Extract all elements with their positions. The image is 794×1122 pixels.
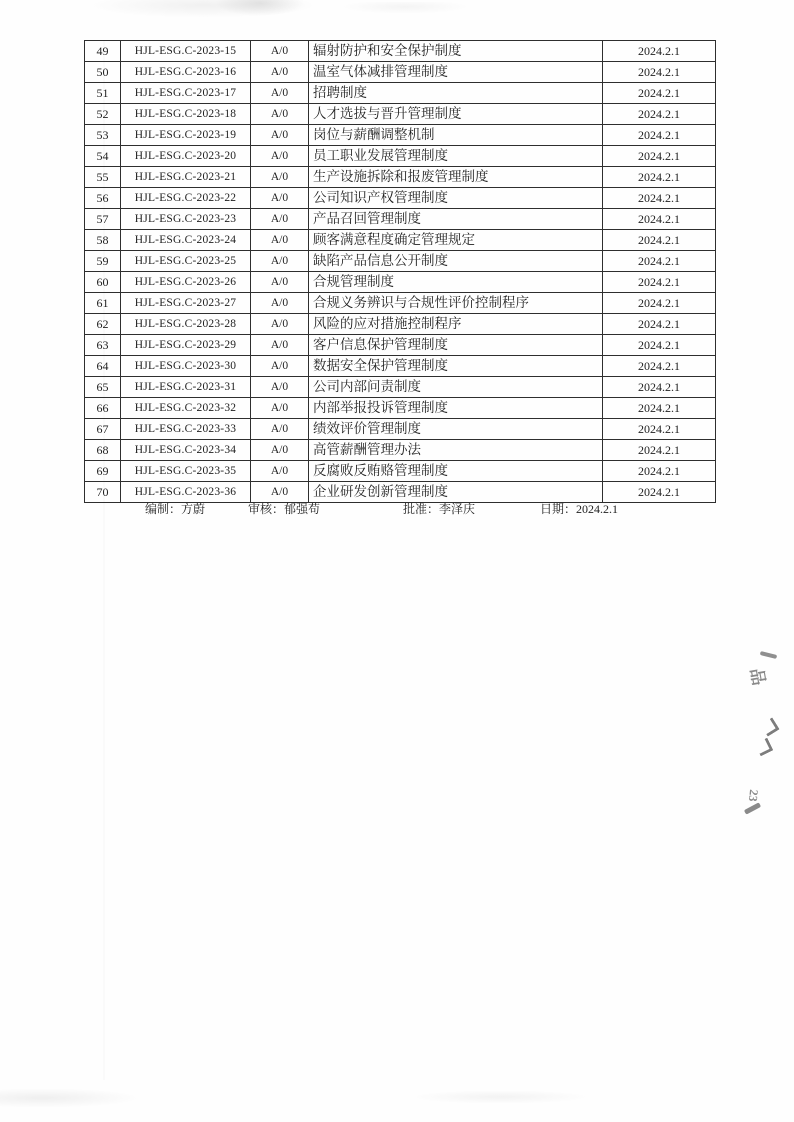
document-list-table — [84, 40, 716, 503]
prepared-by — [145, 500, 205, 517]
cell-document-code: HJL-ESG.C-2023-33 — [121, 419, 251, 440]
table-row — [85, 356, 716, 377]
cell-date: 2024.2.1 — [603, 146, 716, 167]
cell-date: 2024.2.1 — [603, 167, 716, 188]
cell-document-code: HJL-ESG.C-2023-31 — [121, 377, 251, 398]
edge-chevron-stroke — [760, 717, 779, 736]
cell-row-number: 51 — [85, 83, 121, 104]
cell-document-code: HJL-ESG.C-2023-18 — [121, 104, 251, 125]
table-row — [85, 377, 716, 398]
date-label: 日期： — [540, 502, 577, 516]
cell-row-number: 63 — [85, 335, 121, 356]
table-row — [85, 62, 716, 83]
scan-smudge — [88, 0, 318, 18]
cell-date: 2024.2.1 — [603, 482, 716, 503]
cell-document-code: HJL-ESG.C-2023-27 — [121, 293, 251, 314]
cell-version: A/0 — [251, 230, 309, 251]
edge-bar-mark — [744, 802, 761, 814]
table-row — [85, 41, 716, 62]
table-row — [85, 440, 716, 461]
cell-version: A/0 — [251, 314, 309, 335]
table-row — [85, 83, 716, 104]
cell-row-number: 61 — [85, 293, 121, 314]
cell-version: A/0 — [251, 104, 309, 125]
cell-document-code: HJL-ESG.C-2023-23 — [121, 209, 251, 230]
cell-document-title: 反腐败反贿赂管理制度 — [309, 461, 603, 482]
cell-row-number: 52 — [85, 104, 121, 125]
cell-version: A/0 — [251, 251, 309, 272]
scan-smudge — [340, 2, 470, 14]
reviewed-by — [248, 500, 320, 517]
table-row — [85, 188, 716, 209]
cell-date: 2024.2.1 — [603, 125, 716, 146]
cell-document-code: HJL-ESG.C-2023-30 — [121, 356, 251, 377]
cell-document-code: HJL-ESG.C-2023-21 — [121, 167, 251, 188]
cell-document-code: HJL-ESG.C-2023-15 — [121, 41, 251, 62]
cell-row-number: 55 — [85, 167, 121, 188]
cell-document-title: 人才选拔与晋升管理制度 — [309, 104, 603, 125]
footer-date — [540, 500, 618, 517]
cell-date: 2024.2.1 — [603, 440, 716, 461]
cell-document-code: HJL-ESG.C-2023-26 — [121, 272, 251, 293]
approved-by — [403, 500, 475, 517]
cell-version: A/0 — [251, 62, 309, 83]
cell-version: A/0 — [251, 482, 309, 503]
cell-row-number: 66 — [85, 398, 121, 419]
edge-character-mark: 品 — [746, 666, 769, 687]
cell-document-code: HJL-ESG.C-2023-20 — [121, 146, 251, 167]
cell-row-number: 69 — [85, 461, 121, 482]
cell-document-code: HJL-ESG.C-2023-28 — [121, 314, 251, 335]
cell-version: A/0 — [251, 293, 309, 314]
cell-row-number: 64 — [85, 356, 121, 377]
cell-row-number: 70 — [85, 482, 121, 503]
cell-date: 2024.2.1 — [603, 272, 716, 293]
table-row — [85, 419, 716, 440]
cell-date: 2024.2.1 — [603, 230, 716, 251]
cell-date: 2024.2.1 — [603, 398, 716, 419]
table-row — [85, 209, 716, 230]
cell-version: A/0 — [251, 83, 309, 104]
table-row — [85, 125, 716, 146]
cell-document-title: 公司知识产权管理制度 — [309, 188, 603, 209]
cell-date: 2024.2.1 — [603, 419, 716, 440]
cell-document-code: HJL-ESG.C-2023-36 — [121, 482, 251, 503]
approved-name: 李泽庆 — [439, 502, 476, 516]
table-row — [85, 314, 716, 335]
table-row — [85, 230, 716, 251]
scan-smudge — [215, 0, 305, 16]
cell-document-title: 顾客满意程度确定管理规定 — [309, 230, 603, 251]
cell-date: 2024.2.1 — [603, 293, 716, 314]
table-row — [85, 251, 716, 272]
cell-version: A/0 — [251, 209, 309, 230]
cell-date: 2024.2.1 — [603, 209, 716, 230]
cell-date: 2024.2.1 — [603, 335, 716, 356]
cell-date: 2024.2.1 — [603, 251, 716, 272]
cell-document-title: 温室气体减排管理制度 — [309, 62, 603, 83]
cell-date: 2024.2.1 — [603, 41, 716, 62]
cell-document-title: 招聘制度 — [309, 83, 603, 104]
cell-document-title: 产品召回管理制度 — [309, 209, 603, 230]
cell-date: 2024.2.1 — [603, 62, 716, 83]
cell-document-code: HJL-ESG.C-2023-35 — [121, 461, 251, 482]
cell-date: 2024.2.1 — [603, 314, 716, 335]
cell-document-code: HJL-ESG.C-2023-25 — [121, 251, 251, 272]
cell-date: 2024.2.1 — [603, 461, 716, 482]
cell-document-title: 内部举报投诉管理制度 — [309, 398, 603, 419]
cell-document-title: 合规义务辨识与合规性评价控制程序 — [309, 293, 603, 314]
cell-document-title: 企业研发创新管理制度 — [309, 482, 603, 503]
cell-document-title: 公司内部问责制度 — [309, 377, 603, 398]
cell-version: A/0 — [251, 419, 309, 440]
cell-row-number: 65 — [85, 377, 121, 398]
cell-version: A/0 — [251, 335, 309, 356]
cell-document-code: HJL-ESG.C-2023-34 — [121, 440, 251, 461]
cell-document-title: 辐射防护和安全保护制度 — [309, 41, 603, 62]
date-value: 2024.2.1 — [576, 502, 619, 516]
cell-document-code: HJL-ESG.C-2023-16 — [121, 62, 251, 83]
cell-document-code: HJL-ESG.C-2023-22 — [121, 188, 251, 209]
table-row — [85, 104, 716, 125]
edge-number-mark: 23 — [745, 788, 762, 803]
cell-date: 2024.2.1 — [603, 104, 716, 125]
cell-document-title: 缺陷产品信息公开制度 — [309, 251, 603, 272]
reviewed-name: 郁强苟 — [284, 502, 321, 516]
cell-date: 2024.2.1 — [603, 377, 716, 398]
cell-row-number: 57 — [85, 209, 121, 230]
table-row — [85, 398, 716, 419]
cell-version: A/0 — [251, 146, 309, 167]
cell-row-number: 60 — [85, 272, 121, 293]
table-row — [85, 293, 716, 314]
cell-date: 2024.2.1 — [603, 83, 716, 104]
scan-smudge — [410, 1090, 590, 1104]
prepared-label: 编制： — [145, 502, 182, 516]
cell-version: A/0 — [251, 188, 309, 209]
doc-table-body — [85, 41, 716, 503]
cell-version: A/0 — [251, 167, 309, 188]
cell-row-number: 58 — [85, 230, 121, 251]
cell-version: A/0 — [251, 41, 309, 62]
cell-document-title: 岗位与薪酬调整机制 — [309, 125, 603, 146]
cell-version: A/0 — [251, 440, 309, 461]
cell-row-number: 67 — [85, 419, 121, 440]
table-row — [85, 167, 716, 188]
prepared-name: 方蔚 — [181, 502, 206, 516]
table-row — [85, 461, 716, 482]
scan-smudge — [0, 1088, 140, 1108]
cell-row-number: 56 — [85, 188, 121, 209]
cell-row-number: 59 — [85, 251, 121, 272]
cell-document-title: 风险的应对措施控制程序 — [309, 314, 603, 335]
reviewed-label: 审核： — [248, 502, 285, 516]
cell-version: A/0 — [251, 272, 309, 293]
signature-line — [84, 500, 734, 518]
cell-document-code: HJL-ESG.C-2023-29 — [121, 335, 251, 356]
table-row — [85, 146, 716, 167]
edge-dash-mark — [760, 651, 777, 659]
cell-version: A/0 — [251, 377, 309, 398]
cell-date: 2024.2.1 — [603, 188, 716, 209]
cell-version: A/0 — [251, 356, 309, 377]
table-row — [85, 335, 716, 356]
approved-label: 批准： — [403, 502, 440, 516]
cell-document-code: HJL-ESG.C-2023-24 — [121, 230, 251, 251]
cell-row-number: 50 — [85, 62, 121, 83]
edge-chevron-stroke — [755, 738, 774, 757]
cell-document-title: 绩效评价管理制度 — [309, 419, 603, 440]
cell-date: 2024.2.1 — [603, 356, 716, 377]
cell-version: A/0 — [251, 125, 309, 146]
cell-document-title: 高管薪酬管理办法 — [309, 440, 603, 461]
cell-document-code: HJL-ESG.C-2023-19 — [121, 125, 251, 146]
cell-row-number: 68 — [85, 440, 121, 461]
cell-document-code: HJL-ESG.C-2023-32 — [121, 398, 251, 419]
cell-document-title: 客户信息保护管理制度 — [309, 335, 603, 356]
cell-document-title: 数据安全保护管理制度 — [309, 356, 603, 377]
cell-row-number: 54 — [85, 146, 121, 167]
cell-row-number: 49 — [85, 41, 121, 62]
table-row — [85, 272, 716, 293]
cell-row-number: 53 — [85, 125, 121, 146]
cell-document-title: 生产设施拆除和报废管理制度 — [309, 167, 603, 188]
cell-row-number: 62 — [85, 314, 121, 335]
cell-version: A/0 — [251, 461, 309, 482]
cell-document-title: 员工职业发展管理制度 — [309, 146, 603, 167]
cell-document-title: 合规管理制度 — [309, 272, 603, 293]
cell-version: A/0 — [251, 398, 309, 419]
cell-document-code: HJL-ESG.C-2023-17 — [121, 83, 251, 104]
